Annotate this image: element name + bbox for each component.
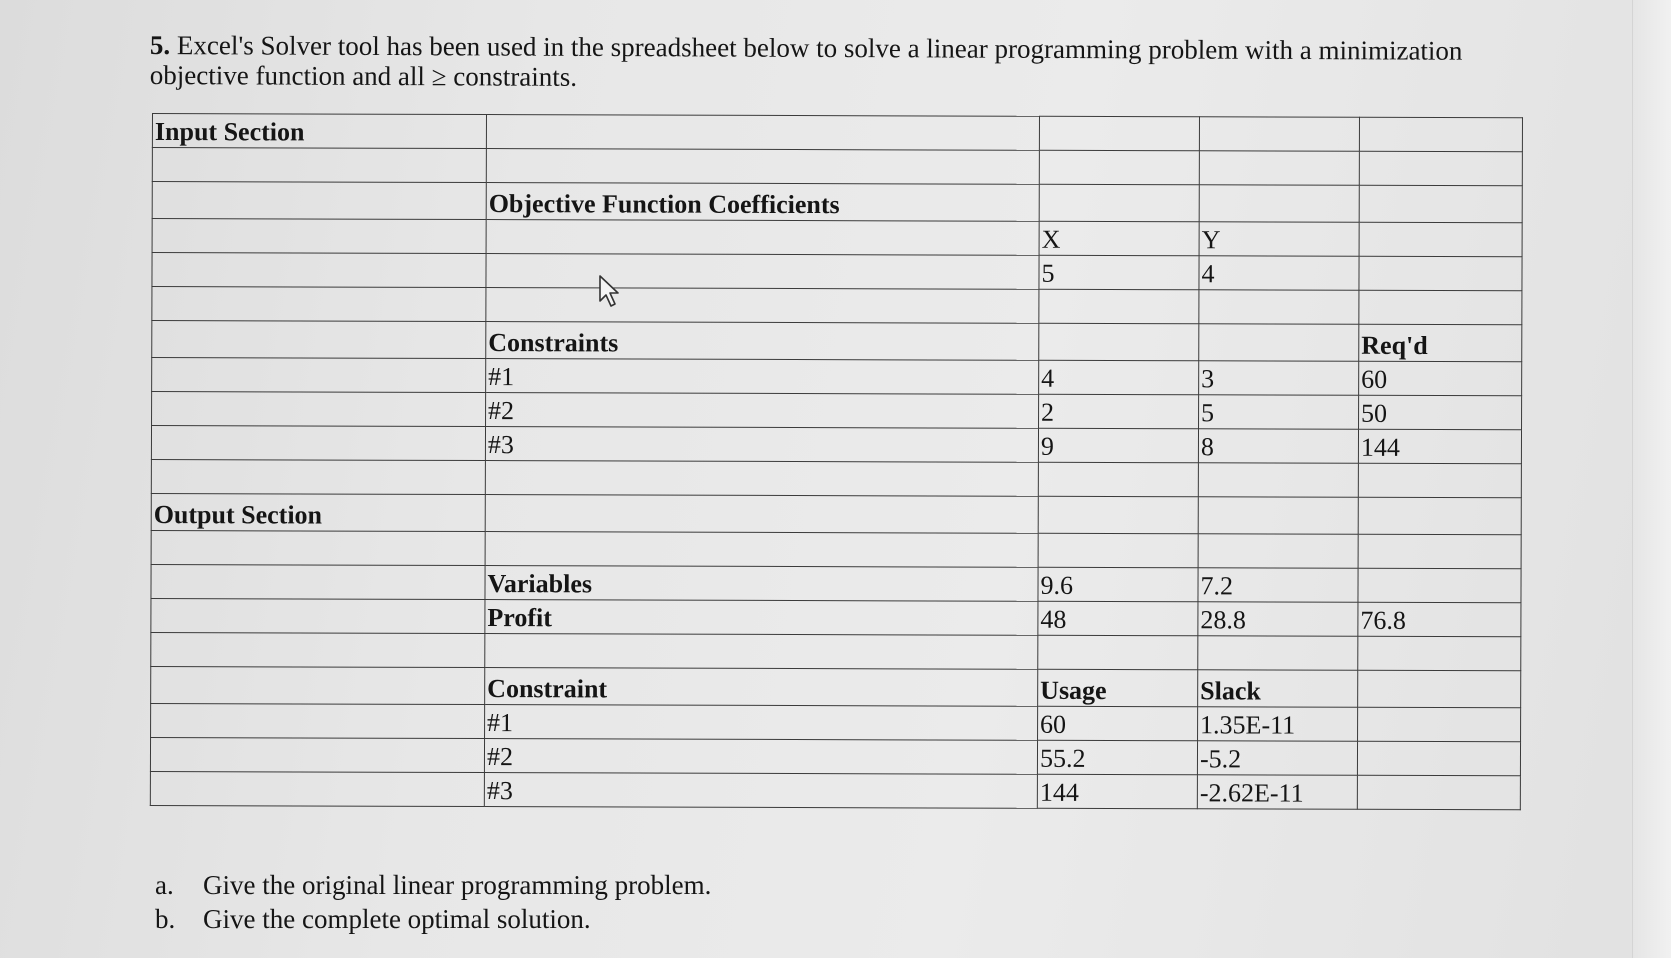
table-row	[151, 530, 1521, 568]
constraint-reqd: 50	[1359, 395, 1522, 430]
coef-x-cell: 5	[1039, 255, 1199, 290]
profit-total: 76.8	[1358, 602, 1521, 637]
part-a-text: Give the original linear programming problem.	[203, 870, 712, 900]
constraint-label: #3	[485, 427, 1038, 463]
spreadsheet-table	[150, 113, 1523, 810]
var-x-value: 9.6	[1038, 567, 1198, 602]
variables-label: Variables	[485, 566, 1038, 602]
table-row	[152, 253, 1522, 291]
question-body: Excel's Solver tool has been used in the spreadsheet below to solve a linear programming problem with a minimization objective function and all ≥ constraints.	[149, 30, 1463, 92]
table-row	[151, 459, 1521, 497]
table-row	[152, 358, 1522, 396]
table-row	[152, 287, 1522, 325]
profit-y: 28.8	[1198, 602, 1358, 637]
table-row	[151, 703, 1521, 741]
slack-value: -5.2	[1197, 741, 1357, 776]
constraint-x-coef: 2	[1039, 394, 1199, 429]
table-row	[152, 114, 1522, 152]
var-x-header: X	[1039, 221, 1199, 256]
constraint-y-coef: 8	[1198, 429, 1358, 464]
table-row	[151, 426, 1521, 464]
table-row	[150, 771, 1520, 809]
constraint-x-coef: 4	[1039, 360, 1199, 395]
slack-value: -2.62E-11	[1197, 775, 1357, 810]
constraint-header: Constraint	[485, 668, 1038, 707]
mouse-pointer-icon	[598, 274, 622, 308]
objective-title: Objective Function Coefficients	[486, 183, 1039, 222]
table-row	[150, 737, 1520, 775]
page-edge	[1632, 0, 1671, 958]
table-row	[151, 493, 1521, 534]
constraint-reqd: 60	[1359, 361, 1522, 396]
var-y-header: Y	[1199, 222, 1359, 257]
part-b	[155, 902, 711, 936]
table-row	[151, 666, 1521, 707]
usage-value: 55.2	[1037, 740, 1197, 775]
constraint-x-coef: 9	[1038, 428, 1198, 463]
table-row	[152, 392, 1522, 430]
output-constraint-label: #1	[485, 705, 1038, 741]
slack-header: Slack	[1198, 670, 1358, 708]
slack-value: 1.35E-11	[1198, 707, 1358, 742]
profit-label: Profit	[485, 600, 1038, 636]
constraint-label: #2	[486, 393, 1039, 429]
constraints-title: Constraints	[486, 322, 1039, 361]
output-constraint-label: #3	[484, 773, 1037, 809]
question-number: 5.	[149, 30, 171, 61]
part-b-text: Give the complete optimal solution.	[203, 904, 591, 934]
constraint-label: #1	[486, 359, 1039, 395]
reqd-header: Req'd	[1359, 324, 1522, 362]
table-row	[152, 148, 1522, 186]
table-row	[151, 564, 1521, 602]
part-a-label: a.	[155, 870, 174, 900]
table-row	[152, 219, 1522, 257]
var-y-value: 7.2	[1198, 568, 1358, 603]
usage-value: 144	[1037, 774, 1197, 809]
question-parts	[155, 868, 711, 936]
constraint-reqd: 144	[1358, 429, 1521, 464]
table-row	[152, 321, 1522, 362]
part-a	[155, 868, 711, 902]
usage-header: Usage	[1038, 669, 1198, 707]
question-text	[150, 30, 1480, 96]
coef-y-cell: 4	[1199, 256, 1359, 291]
table-row	[151, 632, 1521, 670]
usage-value: 60	[1038, 706, 1198, 741]
table-row	[151, 598, 1521, 636]
constraint-y-coef: 5	[1199, 395, 1359, 430]
constraint-y-coef: 3	[1199, 361, 1359, 396]
output-constraint-label: #2	[484, 739, 1037, 775]
table-row	[152, 182, 1522, 223]
part-b-label: b.	[155, 904, 176, 934]
input-section-title: Input Section	[152, 114, 486, 149]
profit-x: 48	[1038, 601, 1198, 636]
output-section-title: Output Section	[151, 493, 485, 531]
